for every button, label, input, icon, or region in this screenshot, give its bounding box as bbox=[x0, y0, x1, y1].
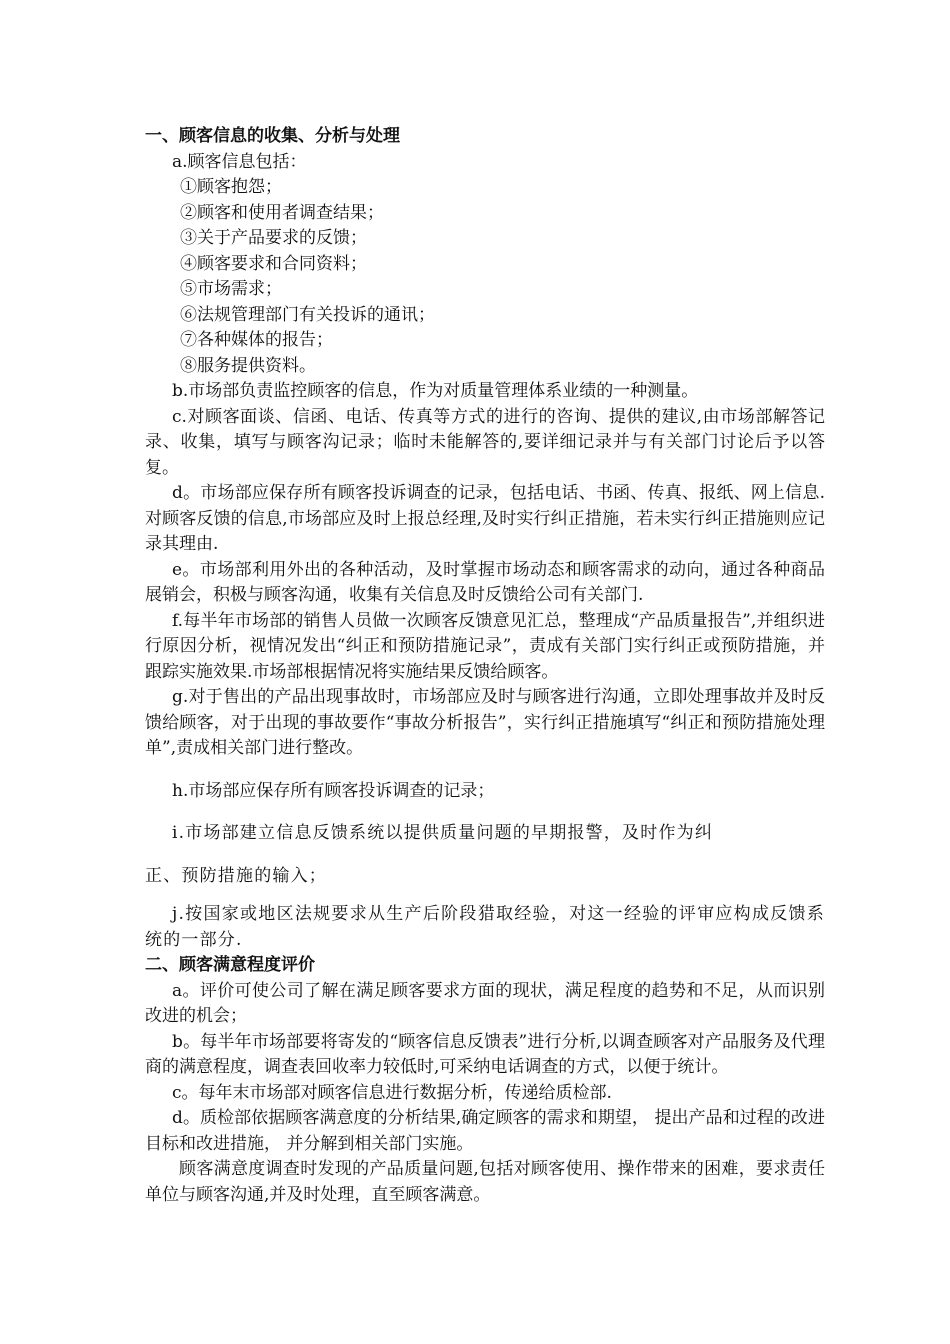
list-item: ④顾客要求和合同资料； bbox=[180, 253, 367, 274]
list-item: ⑤市场需求； bbox=[180, 279, 282, 299]
paragraph-i-line2: 正、预防措施的输入； bbox=[145, 865, 327, 886]
list-item: ⑦各种媒体的报告； bbox=[180, 330, 333, 350]
paragraph-h: h.市场部应保存所有顾客投诉调查的记录； bbox=[172, 780, 495, 801]
list-item: ①顾客抱怨； bbox=[180, 177, 282, 197]
paragraph-2b: b。每半年市场部要将寄发的“顾客信息反馈表”进行分析,以调查顾客对产品服务及代理商的满意程度，调查表回收率力较低时,可采纳电话调查的方式，以便于统计。 bbox=[145, 1031, 825, 1077]
paragraph-i-line1: i.市场部建立信息反馈系统以提供质量问题的早期报警，及时作为纠 bbox=[172, 823, 714, 843]
paragraph-j: j.按国家或地区法规要求从生产后阶段猎取经验，对这一经验的评审应构成反馈系统的一部分. bbox=[145, 904, 825, 950]
list-item: ③关于产品要求的反馈； bbox=[180, 228, 367, 248]
paragraph-b: b.市场部负责监控顾客的信息，作为对质量管理体系业绩的一种测量。 bbox=[172, 381, 699, 401]
paragraph-2c: c。每年末市场部对顾客信息进行数据分析，传递给质检部. bbox=[172, 1082, 612, 1103]
paragraph-g: g.对于售出的产品出现事故时，市场部应及时与顾客进行沟通，立即处理事故并及时反馈给顾客，对于出现的事故要作“事故分析报告”，实行纠正措施填写“纠正和预防措施处理单”,责成相关部门进行整改。 bbox=[145, 687, 825, 758]
list-item: ⑧服务提供资料。 bbox=[180, 355, 316, 376]
paragraph-closing: 顾客满意度调查时发现的产品质量问题,包括对顾客使用、操作带来的困难，要求责任单位与顾客沟通,并及时处理，直至顾客满意。 bbox=[145, 1159, 825, 1205]
document-page bbox=[145, 124, 825, 1208]
paragraph-e: e。市场部利用外出的各种活动，及时掌握市场动态和顾客需求的动向，通过各种商品展销会，积极与顾客沟通，收集有关信息及时反馈给公司有关部门. bbox=[145, 559, 825, 605]
list-item: ⑥法规管理部门有关投诉的通讯； bbox=[180, 304, 435, 325]
paragraph-d: d。市场部应保存所有顾客投诉调查的记录，包括电话、书函、传真、报纸、网上信息.对顾客反馈的信息,市场部应及时上报总经理,及时实行纠正措施，若未实行纠正措施则应记录其理由. bbox=[145, 483, 825, 554]
section2-title: 二、顾客满意程度评价 bbox=[145, 955, 315, 975]
paragraph-f: f.每半年市场部的销售人员做一次顾客反馈意见汇总，整理成“产品质量报告”,并组织进行原因分析，视情况发出“纠正和预防措施记录”，责成有关部门实行纠正或预防措施，并跟踪实施效果.市场部根据情况将实施结果反馈给顾客。 bbox=[145, 610, 825, 682]
paragraph-2a: a。评价可使公司了解在满足顾客要求方面的现状，满足程度的趋势和不足，从而识别改进的机会； bbox=[145, 980, 825, 1026]
section1-title: 一、顾客信息的收集、分析与处理 bbox=[145, 126, 400, 146]
list-item: ②顾客和使用者调查结果； bbox=[180, 202, 384, 223]
paragraph-c: c.对顾客面谈、信函、电话、传真等方式的进行的咨询、提供的建议,由市场部解答记录、收集，填写与顾客沟记录；临时未能解答的,要详细记录并与有关部门讨论后予以答复。 bbox=[145, 406, 825, 478]
paragraph-2d: d。质检部依据顾客满意度的分析结果,确定顾客的需求和期望， 提出产品和过程的改进目标和改进措施， 并分解到相关部门实施。 bbox=[145, 1108, 825, 1154]
section1-a-intro: a.顾客信息包括： bbox=[172, 151, 307, 172]
